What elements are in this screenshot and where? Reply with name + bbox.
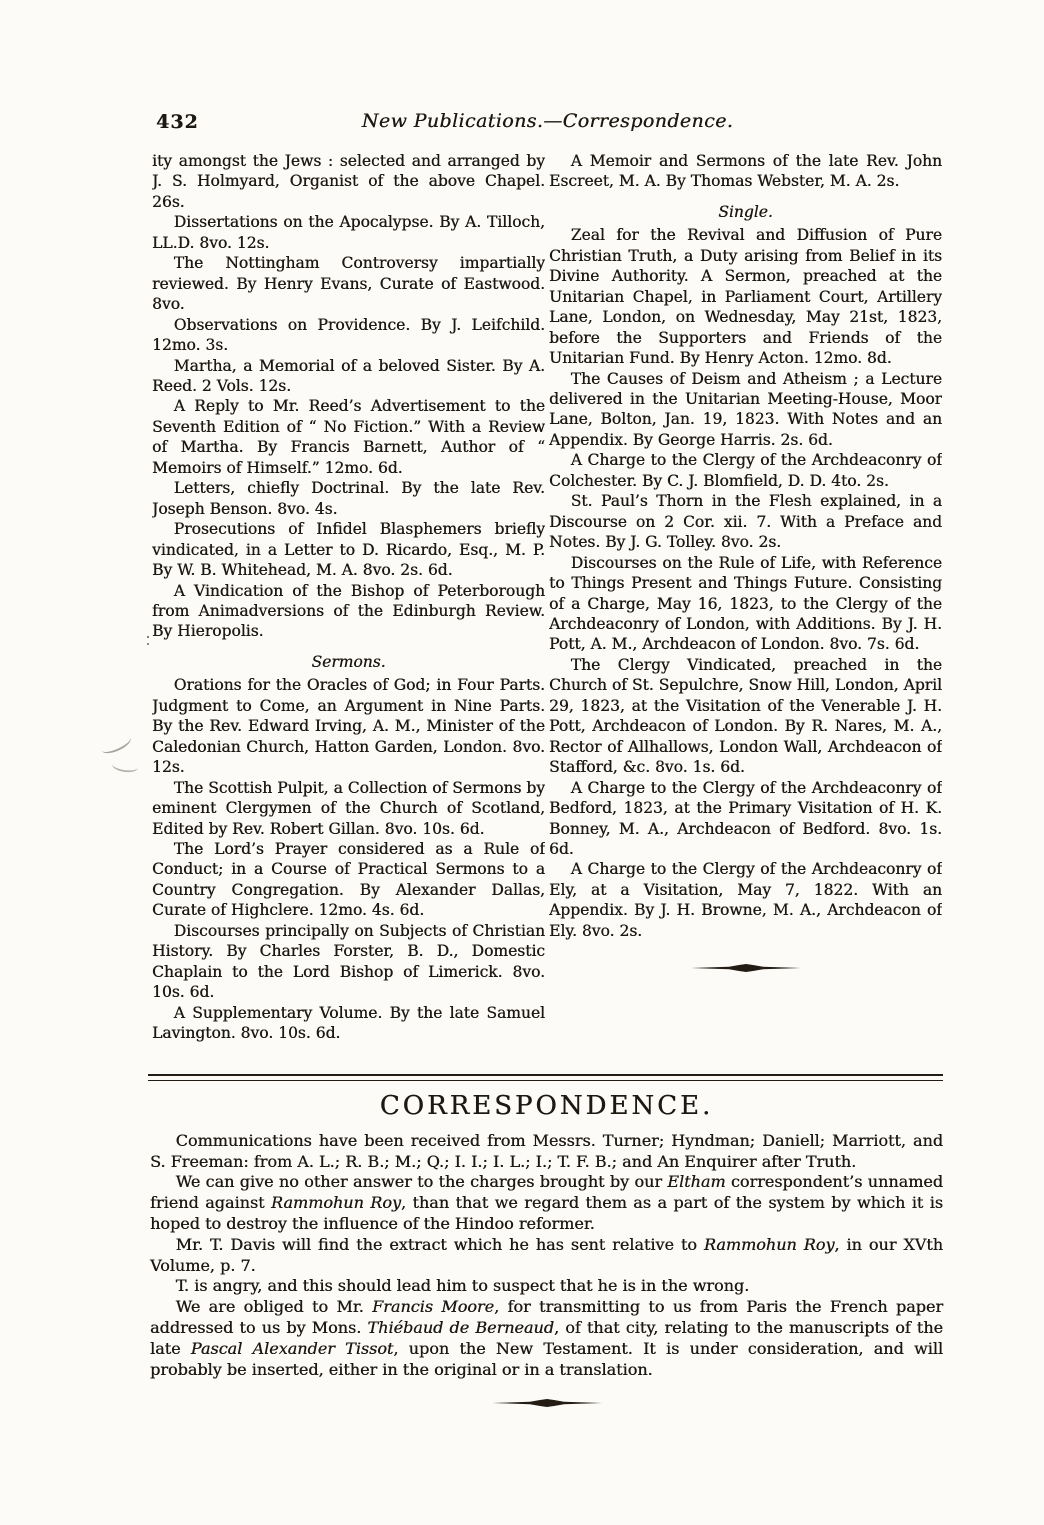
swelled-rule <box>549 957 942 977</box>
publication-entry: Letters, chiefly Doctrinal. By the late Rev. Joseph Benson. 8vo. 4s. <box>152 479 545 518</box>
publication-entry: The Lord’s Prayer considered as a Rule of Conduct; in a Course of Practical Sermons to a Country Congregation. By Alexander Dallas, Curate of Highclere. 12mo. 4s. 6d. <box>152 839 545 920</box>
publication-entry: The Clergy Vindicated, preached in the Church of St. Sepulchre, Snow Hill, London, April 29, 1823, at the Visitation of the Venerable J. H. Pott, Archdeacon of London. By R. Nares, M. A., Rector of Allhallows, London Wall, Archdeacon of Stafford, &c. 8vo. 1s. 6d. <box>549 655 942 777</box>
publication-entry: Prosecutions of Infidel Blasphemers briefly vindicated, in a Letter to D. Ricardo, Esq., M. P. By W. B. Whitehead, M. A. 8vo. 2s. 6d. <box>152 520 545 580</box>
publication-entry: A Charge to the Clergy of the Archdeaconry of Ely, at a Visitation, May 7, 1822. With an Appendix. By J. H. Browne, M. A., Archdeacon of Ely. 8vo. 2s. <box>549 860 942 940</box>
page-number: 432 <box>156 111 199 133</box>
publication-entry: The Scottish Pulpit, a Collection of Sermons by eminent Clergymen of the Church of Scotland, Edited by Rev. Robert Gillan. 8vo. 10s. 6d. <box>152 778 545 838</box>
publication-entry: Zeal for the Revival and Diffusion of Pure Christian Truth, a Duty arising from Belief in its Divine Authority. A Sermon, preached at the Unitarian Chapel, in Parliament Court, Artillery Lane, London, on Wednesday, May 21st, 1823, before the Supporters and Friends of the Unitarian Fund. By Henry Acton. 12mo. 8d. <box>549 226 942 368</box>
publication-entry: A Supplementary Volume. By the late Samuel Lavington. 8vo. 10s. 6d. <box>152 1003 545 1043</box>
margin-pencil-mark <box>111 758 138 774</box>
publication-entry: A Charge to the Clergy of the Archdeaconry of Colchester. By C. J. Blomfield, D. D. 4to. 2s. <box>549 451 942 490</box>
correspondence-section <box>150 1088 943 1413</box>
publication-entry: St. Paul’s Thorn in the Flesh explained, in a Discourse on 2 Cor. xii. 7. With a Preface and Notes. By J. G. Tolley. 8vo. 2s. <box>549 492 942 552</box>
publication-entry: Dissertations on the Apocalypse. By A. Tilloch, LL.D. 8vo. 12s. <box>152 213 545 252</box>
correspondence-paragraph: We are obliged to Mr. Francis Moore, for transmitting to us from Paris the French paper addressed to us by Mons. Thiébaud de Berneaud, of that city, relating to the manuscripts of the late Pascal Alexander Tissot, upon the New Testament. It is under consideration, and will probably be inserted, either in the original or in a translation. <box>150 1297 944 1379</box>
page-header <box>152 110 943 140</box>
left-column <box>152 151 545 1043</box>
publication-entry: The Nottingham Controversy impartially reviewed. By Henry Evans, Curate of Eastwood. 8vo. <box>152 254 545 314</box>
sermons-heading: Sermons. <box>311 652 386 671</box>
ink-speck <box>147 636 149 638</box>
single-heading: Single. <box>718 202 773 221</box>
publication-entry: Discourses principally on Subjects of Christian History. By Charles Forster, B. D., Domestic Chaplain to the Lord Bishop of Limerick. 8vo. 10s. 6d. <box>152 921 545 1002</box>
correspondence-paragraph: T. is angry, and this should lead him to suspect that he is in the wrong. <box>175 1276 750 1296</box>
margin-pencil-mark <box>99 731 134 757</box>
publication-entry: Orations for the Oracles of God; in Four Parts. Judgment to Come, an Argument in Nine Parts. By the Rev. Edward Irving, A. M., Minister of the Caledonian Church, Hatton Garden, London. 8vo. 12s. <box>152 676 545 777</box>
publication-entry: Martha, a Memorial of a beloved Sister. By A. Reed. 2 Vols. 12s. <box>152 356 545 395</box>
publication-entry: A Reply to Mr. Reed’s Advertisement to the Seventh Edition of “ No Fiction.” With a Review of Martha. By Francis Barnett, Author of “ Memoirs of Himself.” 12mo. 6d. <box>152 397 545 477</box>
section-divider <box>148 1074 943 1081</box>
publication-entry: ity amongst the Jews : selected and arranged by J. S. Holmyard, Organist of the above Chapel. 26s. <box>152 152 545 211</box>
publication-entry: A Charge to the Clergy of the Archdeaconry of Bedford, 1823, at the Primary Visitation of H. K. Bonney, M. A., Archdeacon of Bedford. 8vo. 1s. 6d. <box>549 778 942 858</box>
swelled-rule <box>150 1392 943 1413</box>
running-title: New Publications.—Correspondence. <box>361 110 734 132</box>
correspondence-paragraph: Mr. T. Davis will find the extract which he has sent relative to Rammohun Roy, in our XVth Volume, p. 7. <box>150 1234 943 1275</box>
publication-entry: Observations on Providence. By J. Leifchild. 12mo. 3s. <box>152 315 545 355</box>
correspondence-paragraph: Communications have been received from Messrs. Turner; Hyndman; Daniell; Marriott, and S. Freeman: from A. L.; R. B.; M.; Q.; I. I.; I. L.; I.; T. F. B.; and An Enquirer after Truth. <box>150 1130 943 1171</box>
publication-entry: A Memoir and Sermons of the late Rev. John Escreet, M. A. By Thomas Webster, M. A. 2s. <box>549 152 942 191</box>
correspondence-paragraph: We can give no other answer to the charges brought by our Eltham correspondent’s unnamed friend against Rammohun Roy, than that we regard them as a part of the system by which it is hoped to destroy the influence of the Hindoo reformer. <box>150 1172 943 1233</box>
right-column <box>549 151 942 978</box>
publication-entry: The Causes of Deism and Atheism ; a Lecture delivered in the Unitarian Meeting-House, Moor Lane, Bolton, Jan. 19, 1823. With Notes and an Appendix. By George Harris. 2s. 6d. <box>549 369 942 449</box>
publication-entry: A Vindication of the Bishop of Peterborough from Animadversions of the Edinburgh Review. By Hieropolis. <box>152 581 545 641</box>
correspondence-heading: CORRESPONDENCE. <box>379 1091 714 1121</box>
publication-entry: Discourses on the Rule of Life, with Reference to Things Present and Things Future. Consisting of a Charge, May 16, 1823, to the Clergy of the Archdeaconry of London, with Additions. By J. H. Pott, A. M., Archdeacon of London. 8vo. 7s. 6d. <box>549 553 942 654</box>
